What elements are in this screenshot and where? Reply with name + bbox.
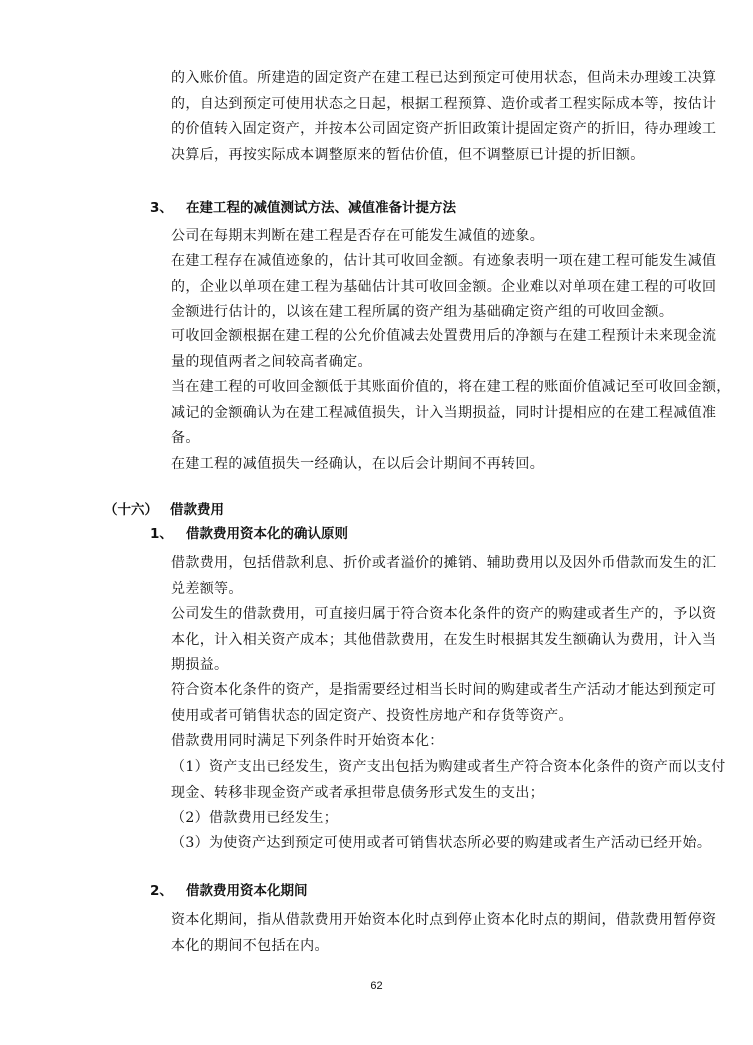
text-line: （2）借款费用已经发生； [171,810,339,826]
text-line: 使用或者可销售状态的固定资产、投资性房地产和存货等资产。 [171,707,573,724]
text-line: 备。 [171,430,200,446]
paragraph [171,602,717,679]
paragraph [171,375,731,452]
section-title: 借款费用 [170,502,224,518]
text-line: 的入账价值。所建造的固定资产在建工程已达到预定可使用状态，但尚未办理竣工决算 [171,70,717,86]
text-line: 借款费用，包括借款利息、折价或者溢价的摊销、辅助费用以及因外币借款而发生的汇 [171,555,717,571]
text-line: 决算后，再按实际成本调整原来的暂估价值，但不调整原已计提的折旧额。 [171,146,645,163]
text-line: 量的现值两者之间较高者确定。 [171,353,372,370]
section-number: 1、 [150,526,173,542]
text-line: 的，企业以单项在建工程为基础估计其可收回金额。企业难以对单项在建工程的可收回 [171,278,717,295]
text-line: 减记的金额确认为在建工程减值损失，计入当期损益，同时计提相应的在建工程减值准 [171,404,717,421]
text-line: 当在建工程的可收回金额低于其账面价值的，将在建工程的账面价值减记至可收回金额， [171,379,731,395]
paragraph [171,224,687,250]
text-line: 现金、转移非现金资产或者承担带息债务形式发生的支出； [171,784,545,801]
text-line: 本化的期间不包括在内。 [171,937,329,954]
text-line: 资本化期间，指从借款费用开始资本化时点到停止资本化时点的期间，借款费用暂停资 [171,912,717,928]
paragraph [171,908,717,959]
text-line: 本化，计入相关资产成本；其他借款费用，在发生时根据其发生额确认为费用，计入当 [171,631,717,648]
text-line: 兑差额等。 [171,580,243,597]
text-line: 在建工程存在减值迹象的，估计其可收回金额。有迹象表明一项在建工程可能发生减值 [171,253,717,269]
text-line: 可收回金额根据在建工程的公允价值减去处置费用后的净额与在建工程预计未来现金流 [171,328,717,344]
paragraph [171,551,717,602]
section-number: （十六） [104,502,158,518]
text-line: 借款费用同时满足下列条件时开始资本化： [171,733,444,749]
text-line: 金额进行估计的，以该在建工程所属的资产组为基础确定资产组的可收回金额。 [171,304,674,320]
section-number: 2、 [150,883,173,899]
continuation-paragraph [171,66,717,168]
text-line: 公司发生的借款费用，可直接归属于符合资本化条件的资产的购建或者生产的，予以资 [171,606,717,622]
page-number: 62 [370,980,383,992]
paragraph [171,678,717,729]
text-line: 的，自达到预定可使用状态之日起，根据工程预算、造价或者工程实际成本等，按估计 [171,95,717,112]
section-title: 借款费用资本化的确认原则 [186,526,348,542]
section-title: 借款费用资本化期间 [186,883,308,899]
list-item [171,806,687,832]
text-line: 符合资本化条件的资产，是指需要经过相当长时间的购建或者生产活动才能达到预定可 [171,682,717,698]
text-line: （3）为使资产达到预定可使用或者可销售状态所必要的购建或者生产活动已经开始。 [171,835,712,851]
paragraph [171,249,717,326]
list-item [171,755,726,806]
section-title: 在建工程的减值测试方法、减值准备计提方法 [186,200,456,216]
paragraph [171,729,687,755]
text-line: 期损益。 [171,657,229,673]
section-number: 3、 [150,200,173,216]
paragraph [171,324,717,375]
list-item [171,831,712,857]
text-line: 公司在每期末判断在建工程是否存在可能发生减值的迹象。 [171,228,545,244]
text-line: 在建工程的减值损失一经确认，在以后会计期间不再转回。 [171,456,545,472]
paragraph [171,452,687,478]
text-line: （1）资产支出已经发生，资产支出包括为购建或者生产符合资本化条件的资产而以支付 [171,759,726,775]
text-line: 的价值转入固定资产，并按本公司固定资产折旧政策计提固定资产的折旧，待办理竣工 [171,121,717,137]
